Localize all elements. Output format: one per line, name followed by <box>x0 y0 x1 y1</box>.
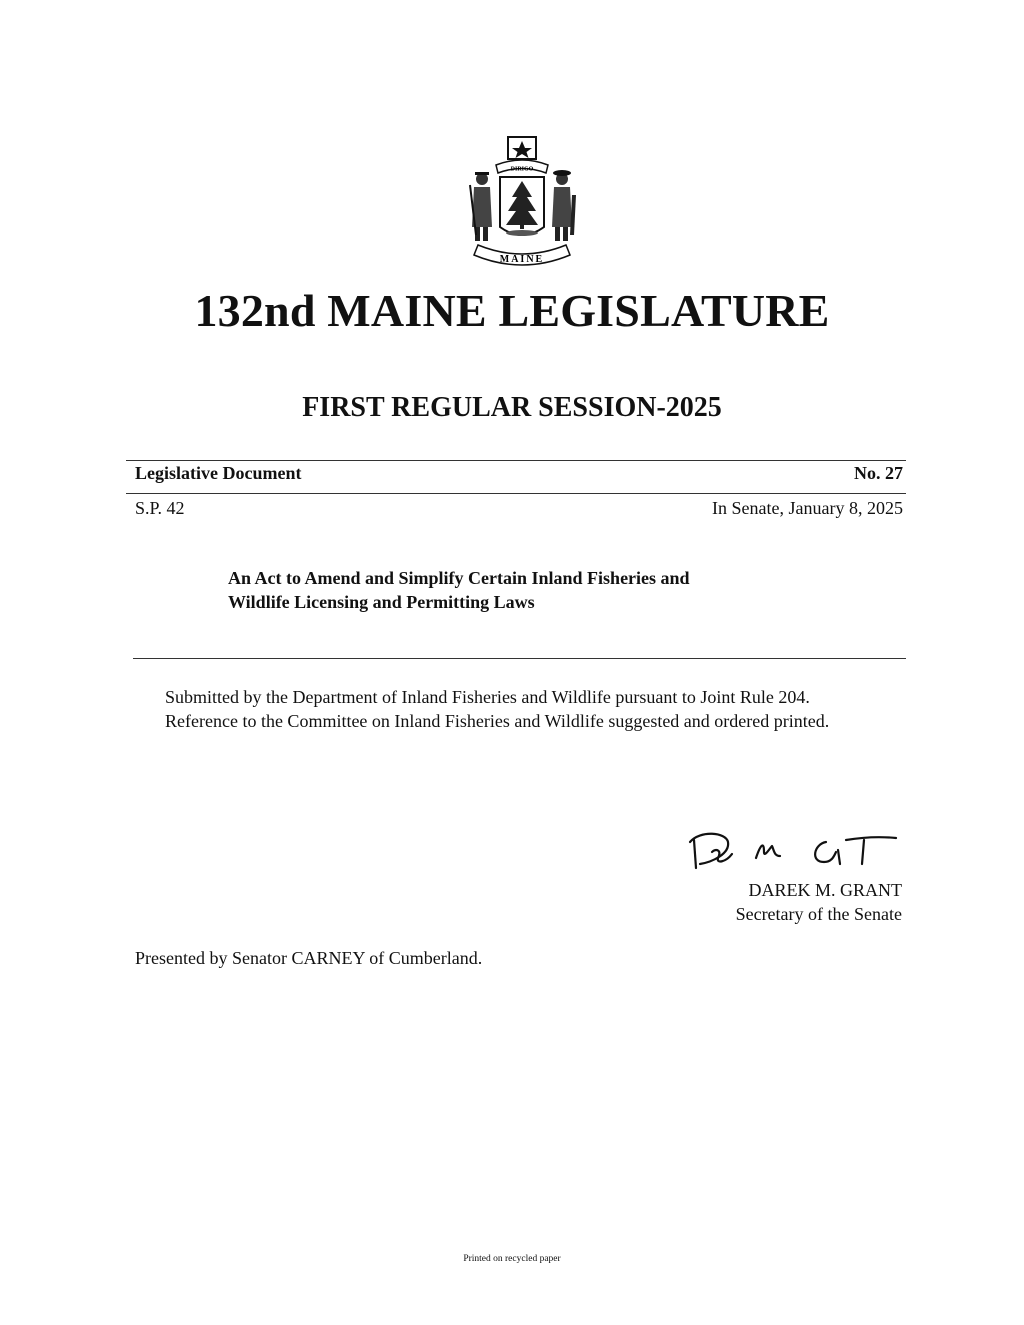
date-line: In Senate, January 8, 2025 <box>712 498 903 518</box>
paper-number: S.P. 42 <box>135 498 185 518</box>
doc-label: Legislative Document <box>135 463 302 483</box>
session-title: FIRST REGULAR SESSION-2025 <box>302 392 722 423</box>
footer-note: Printed on recycled paper <box>463 1254 561 1264</box>
body-text <box>135 685 903 733</box>
seal-banner-text: DIRIGO <box>510 166 534 173</box>
seal-ribbon-text: MAINE <box>499 254 545 265</box>
act-title <box>228 566 788 614</box>
maine-state-seal <box>466 135 578 273</box>
legislature-title: 132nd MAINE LEGISLATURE <box>194 285 830 336</box>
senate-row <box>135 498 903 519</box>
act-title-line-1: An Act to Amend and Simplify Certain Inland Fisheries and <box>228 568 690 588</box>
section-divider <box>133 658 906 659</box>
reference-paragraph: Reference to the Committee on Inland Fisheries and Wildlife suggested and ordered printed. <box>165 711 830 731</box>
doc-number: No. 27 <box>854 463 903 483</box>
middle-divider <box>126 493 906 494</box>
signatory-name: DAREK M. GRANT <box>748 880 902 900</box>
signatory-block <box>600 878 902 926</box>
document-row <box>135 463 903 484</box>
act-title-line-2: Wildlife Licensing and Permitting Laws <box>228 592 535 612</box>
signatory-title: Secretary of the Senate <box>735 904 902 924</box>
submitted-paragraph: Submitted by the Department of Inland Fisheries and Wildlife pursuant to Joint Rule 204. <box>165 687 810 707</box>
top-divider <box>126 460 906 461</box>
presenter-line: Presented by Senator CARNEY of Cumberland. <box>135 948 483 968</box>
signature-image <box>686 828 902 878</box>
